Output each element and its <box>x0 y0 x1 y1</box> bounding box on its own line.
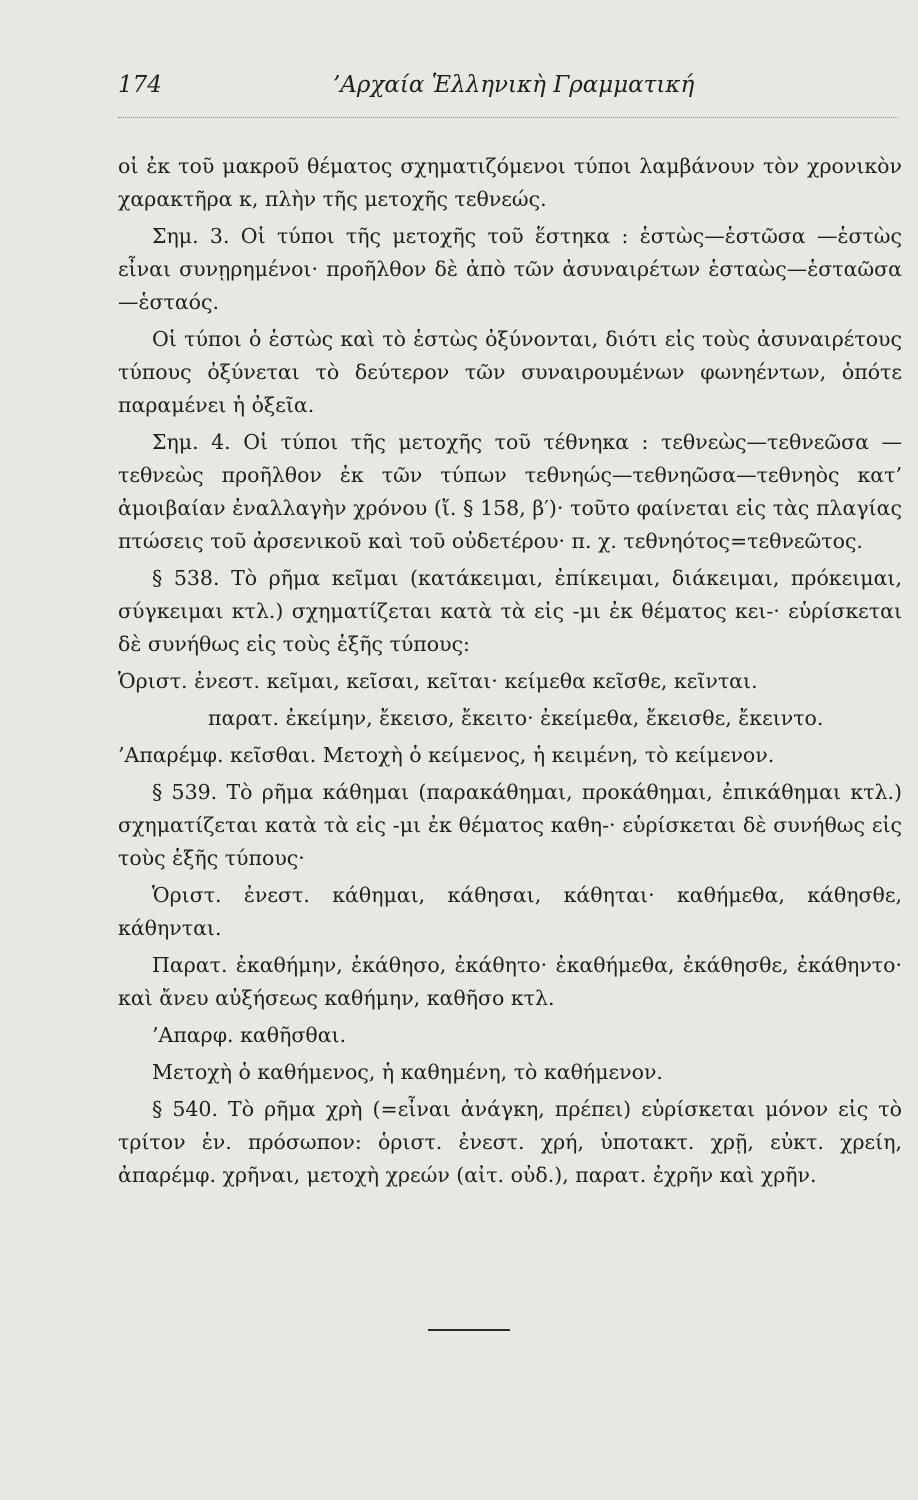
section-540: § 540. Τὸ ρῆμα χρὴ (=εἶναι ἀνάγκη, πρέπει) εὑρίσκεται μόνον εἰς τὸ τρίτον ἑν. πρόσωπον: ὁριστ. ἐνεστ. χρή, ὑποτακτ. χρῇ, εὐκτ. χρείη, ἀπαρέμφ. χρῆναι, μετοχὴ χρεών (αἰτ. οὐδ.), παρατ. ἐχρῆν καὶ χρῆν. <box>118 1097 902 1187</box>
section-538: § 538. Τὸ ρῆμα κεῖμαι (κατάκειμαι, ἐπίκειμαι, διάκειμαι, πρόκειμαι, σύγκειμαι κτλ.) σχηματίζεται κατὰ τὰ εἰς -μι ἐκ θέματος κει-· εὑρίσκεται δὲ συνήθως εἰς τοὺς ἑξῆς τύπους: <box>118 566 902 656</box>
page-body <box>118 150 902 1196</box>
page-number: 174 <box>118 72 162 98</box>
kathemai-participle: Μετοχὴ ὁ καθήμενος, ἡ καθημένη, τὸ καθήμενον. <box>152 1060 663 1084</box>
header-rule <box>118 117 898 118</box>
keimai-indicative: Ὁριστ. ἐνεστ. κεῖμαι, κεῖσαι, κεῖται· κείμεθα κεῖσθε, κεῖνται. <box>118 669 758 693</box>
note-3: Σημ. 3. Οἱ τύποι τῆς μετοχῆς τοῦ ἕστηκα : ἑστὼς—ἑστῶσα —ἑστὼς εἶναι συνῃρημένοι· προῆλθον δὲ ἀπὸ τῶν ἀσυναιρέτων ἑσταὼς—ἑσταῶσα—ἑσταός. <box>118 224 902 314</box>
running-title: ’Αρχαία Ἑλληνικὴ Γραμματική <box>333 72 695 98</box>
note-4: Σημ. 4. Οἱ τύποι τῆς μετοχῆς τοῦ τέθνηκα : τεθνεὼς—τεθνεῶσα —τεθνεὼς προῆλθον ἐκ τῶν τύπων τεθνηώς—τεθνηῶσα—τεθνηὸς κατ’ ἀμοιβαίαν ἐναλλαγὴν χρόνου (ἴ. § 158, β′)· τοῦτο φαίνεται εἰς τὰς πλαγίας πτώσεις τοῦ ἀρσενικοῦ καὶ τοῦ οὐδετέρου· π. χ. τεθνηότος=τεθνεῶτος. <box>118 430 902 553</box>
keimai-imperfect: παρατ. ἐκείμην, ἔκεισο, ἔκειτο· ἐκείμεθα, ἔκεισθε, ἔκειντο. <box>208 706 824 730</box>
kathemai-indicative: Ὁριστ. ἐνεστ. κάθημαι, κάθησαι, κάθηται· καθήμεθα, κάθησθε, κάθηνται. <box>118 883 902 940</box>
keimai-infinitive: ’Απαρέμφ. κεῖσθαι. Μετοχὴ ὁ κείμενος, ἡ κειμένη, τὸ κείμενον. <box>118 743 775 767</box>
end-rule <box>428 1329 510 1331</box>
kathemai-infinitive: ’Απαρφ. καθῆσθαι. <box>152 1023 347 1047</box>
paragraph-continuation: οἱ ἐκ τοῦ μακροῦ θέματος σχηματιζόμενοι τύποι λαμβάνουν τὸν χρονικὸν χαρακτῆρα κ, πλὴν τῆς μετοχῆς τεθνεώς. <box>118 154 902 211</box>
paragraph-accent: Οἱ τύποι ὁ ἑστὼς καὶ τὸ ἑστὼς ὀξύνονται, διότι εἰς τοὺς ἀσυναιρέτους τύπους ὀξύνεται τὸ δεύτερον τῶν συναιρουμένων φωνηέντων, ὁπότε παραμένει ἡ ὀξεῖα. <box>118 327 902 417</box>
kathemai-imperfect: Παρατ. ἐκαθήμην, ἐκάθησο, ἐκάθητο· ἐκαθήμεθα, ἐκάθησθε, ἐκάθηντο· καὶ ἄνευ αὐξήσεως καθήμην, καθῆσο κτλ. <box>118 953 902 1010</box>
page-header <box>118 72 898 112</box>
section-539: § 539. Τὸ ρῆμα κάθημαι (παρακάθημαι, προκάθημαι, ἐπικάθημαι κτλ.) σχηματίζεται κατὰ τὰ εἰς -μι ἐκ θέματος καθη-· εὑρίσκεται δὲ συνήθως εἰς τοὺς ἑξῆς τύπους· <box>118 780 902 870</box>
